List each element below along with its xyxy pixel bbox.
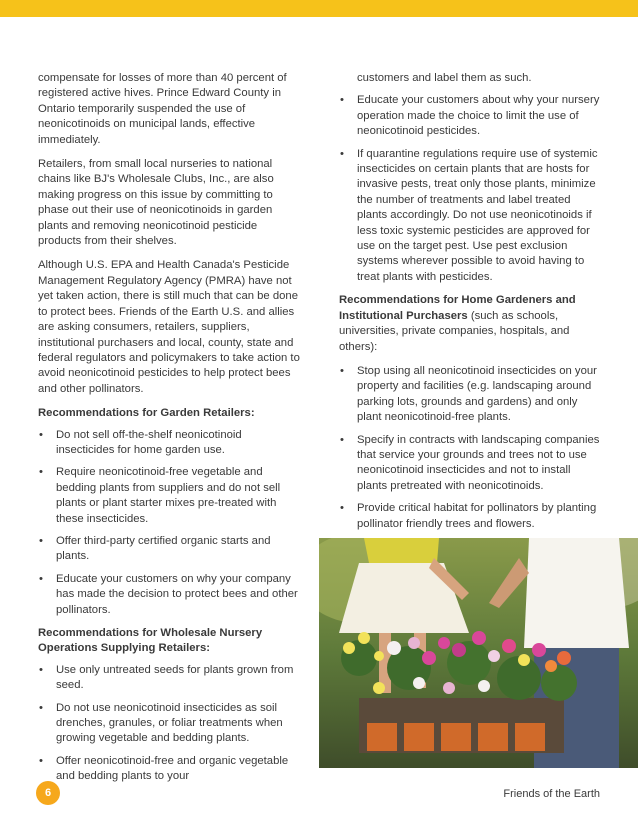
- heading-rest: (such as schools, universities, private companies, hospitals, and others):: [339, 309, 570, 353]
- list-item: • Provide critical habitat for pollinators by planting pollinator friendly trees and flowers.: [339, 501, 601, 532]
- list-item: • Specify in contracts with landscaping companies that service your grounds and trees not to use neonicotinoid insecticides and not to install plants pretreated with neonicotinoids.: [339, 433, 601, 495]
- page-number-badge: 6: [36, 781, 60, 805]
- paragraph: Retailers, from small local nurseries to national chains like BJ's Wholesale Clubs, Inc., are also making progress on this issue by committing to phase out their use of neonicotinoids in garden plants and removing neonicotinoid pesticide products from their shelves.: [38, 158, 274, 248]
- section-heading: [339, 293, 601, 355]
- top-accent-bar: [0, 0, 638, 17]
- list-item: • Offer neonicotinoid-free and organic vegetable and bedding plants to your: [38, 754, 300, 785]
- heading-bold: Recommendations for Home Gardeners and Institutional Purchasers: [339, 294, 576, 322]
- bullet-list: [38, 663, 300, 785]
- list-item: • Stop using all neonicotinoid insecticides on your property and facilities (e.g. landscaping around parking lots, grounds and gardens) and only plant neonicotinoid-free plants.: [339, 364, 601, 426]
- list-item: • Do not use neonicotinoid insecticides as soil drenches, granules, or foliar treatments when growing vegetable and bedding plants.: [38, 701, 300, 747]
- bullet-list: [339, 93, 601, 285]
- right-column: [339, 71, 601, 540]
- bullet-list: [339, 364, 601, 532]
- list-item: • Use only untreated seeds for plants grown from seed.: [38, 663, 300, 694]
- footer-publisher: Friends of the Earth: [503, 788, 600, 800]
- list-item: • If quarantine regulations require use of systemic insecticides on certain plants that are hosts for invasive pests, treat only those plants, minimize the number of treatments and label treated plants accordingly. Do not use neonicotinoids if less toxic systemic pesticides are approved for use on the target pest. Use pest exclusion systems wherever possible to avoid having to treat plants with pesticides.: [339, 147, 601, 286]
- paragraph: Although U.S. EPA and Health Canada's Pesticide Management Regulatory Agency (PMRA) have not yet taken action, there is still much that can be done to protect bees. Friends of the Earth U.S. and allies are asking consumers, retailers, suppliers, institutional purchasers and local, county, state and federal regulators and policymakers to take action to avoid neonicotinoid pesticides to help protect bees and other pollinators.: [38, 259, 300, 395]
- list-item-continuation: customers and label them as such.: [357, 72, 532, 84]
- section-heading: Recommendations for Garden Retailers:: [38, 407, 255, 420]
- list-item: • Require neonicotinoid-free vegetable and bedding plants from suppliers and do not sell plants or plant starter mixes pre-treated with these insecticides.: [38, 465, 300, 527]
- section-heading: Recommendations for Wholesale Nursery Operations Supplying Retailers:: [38, 627, 263, 655]
- list-item: • Offer third-party certified organic starts and plants.: [38, 534, 300, 565]
- flower-cart-photo: [319, 538, 638, 768]
- bullet-list: [38, 428, 300, 618]
- list-item: • Educate your customers on why your company has made the decision to protect bees and other pollinators.: [38, 572, 300, 618]
- list-item: • Educate your customers about why your nursery operation made the choice to limit the use of neonicotinoid pesticides.: [339, 93, 601, 139]
- paragraph: compensate for losses of more than 40 percent of registered active hives. Prince Edward County in Ontario temporarily suspended the use of neonicotinoids on municipal lands, effective immediately.: [38, 72, 287, 146]
- left-column: [38, 71, 300, 793]
- list-item: • Do not sell off-the-shelf neonicotinoid insecticides for home garden use.: [38, 428, 300, 459]
